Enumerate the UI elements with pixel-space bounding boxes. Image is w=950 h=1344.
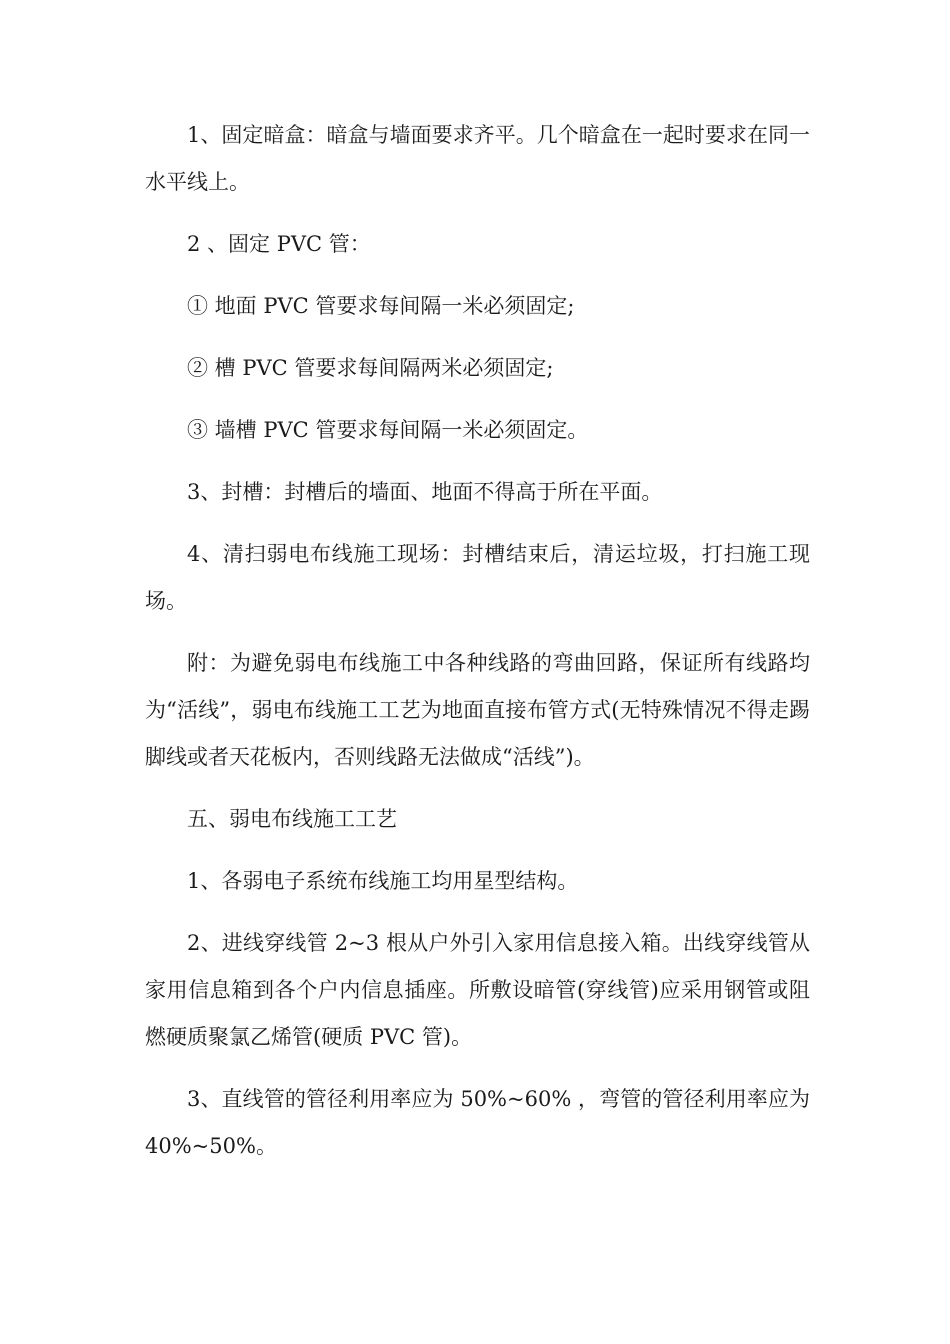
paragraph-fix-junction-box: 1、固定暗盒：暗盒与墙面要求齐平。几个暗盒在一起时要求在同一水平线上。: [145, 123, 810, 194]
paragraph-clean-site: 4、清扫弱电布线施工现场：封槽结束后，清运垃圾，打扫施工现场。: [145, 542, 810, 613]
paragraph-note: 附：为避免弱电布线施工中各种线路的弯曲回路，保证所有线路均为“活线”，弱电布线施工工艺为地面直接布管方式(无特殊情况不得走踢脚线或者天花板内，否则线路无法做成“活线”)。: [145, 651, 810, 769]
paragraph-fix-pvc-heading: 2 、固定 PVC 管：: [187, 232, 371, 256]
section-heading-wiring-process: 五、弱电布线施工工艺: [187, 807, 397, 831]
document-body: [145, 112, 810, 1185]
paragraph-groove-pvc: ② 槽 PVC 管要求每间隔两米必须固定;: [187, 356, 554, 380]
paragraph-wall-groove-pvc: ③ 墙槽 PVC 管要求每间隔一米必须固定。: [187, 418, 589, 442]
paragraph-star-topology: 1、各弱电子系统布线施工均用星型结构。: [187, 869, 579, 893]
paragraph-seal-groove: 3、封槽：封槽后的墙面、地面不得高于所在平面。: [187, 480, 663, 504]
paragraph-conduit-utilization: 3、直线管的管径利用率应为 50%~60% ，弯管的管径利用率应为 40%~50%。: [145, 1087, 810, 1158]
paragraph-conduit-routing: 2、进线穿线管 2~3 根从户外引入家用信息接入箱。出线穿线管从家用信息箱到各个户内信息插座。所敷设暗管(穿线管)应采用钢管或阻燃硬质聚氯乙烯管(硬质 PVC 管)。: [145, 931, 810, 1049]
paragraph-floor-pvc: ① 地面 PVC 管要求每间隔一米必须固定;: [187, 294, 575, 318]
